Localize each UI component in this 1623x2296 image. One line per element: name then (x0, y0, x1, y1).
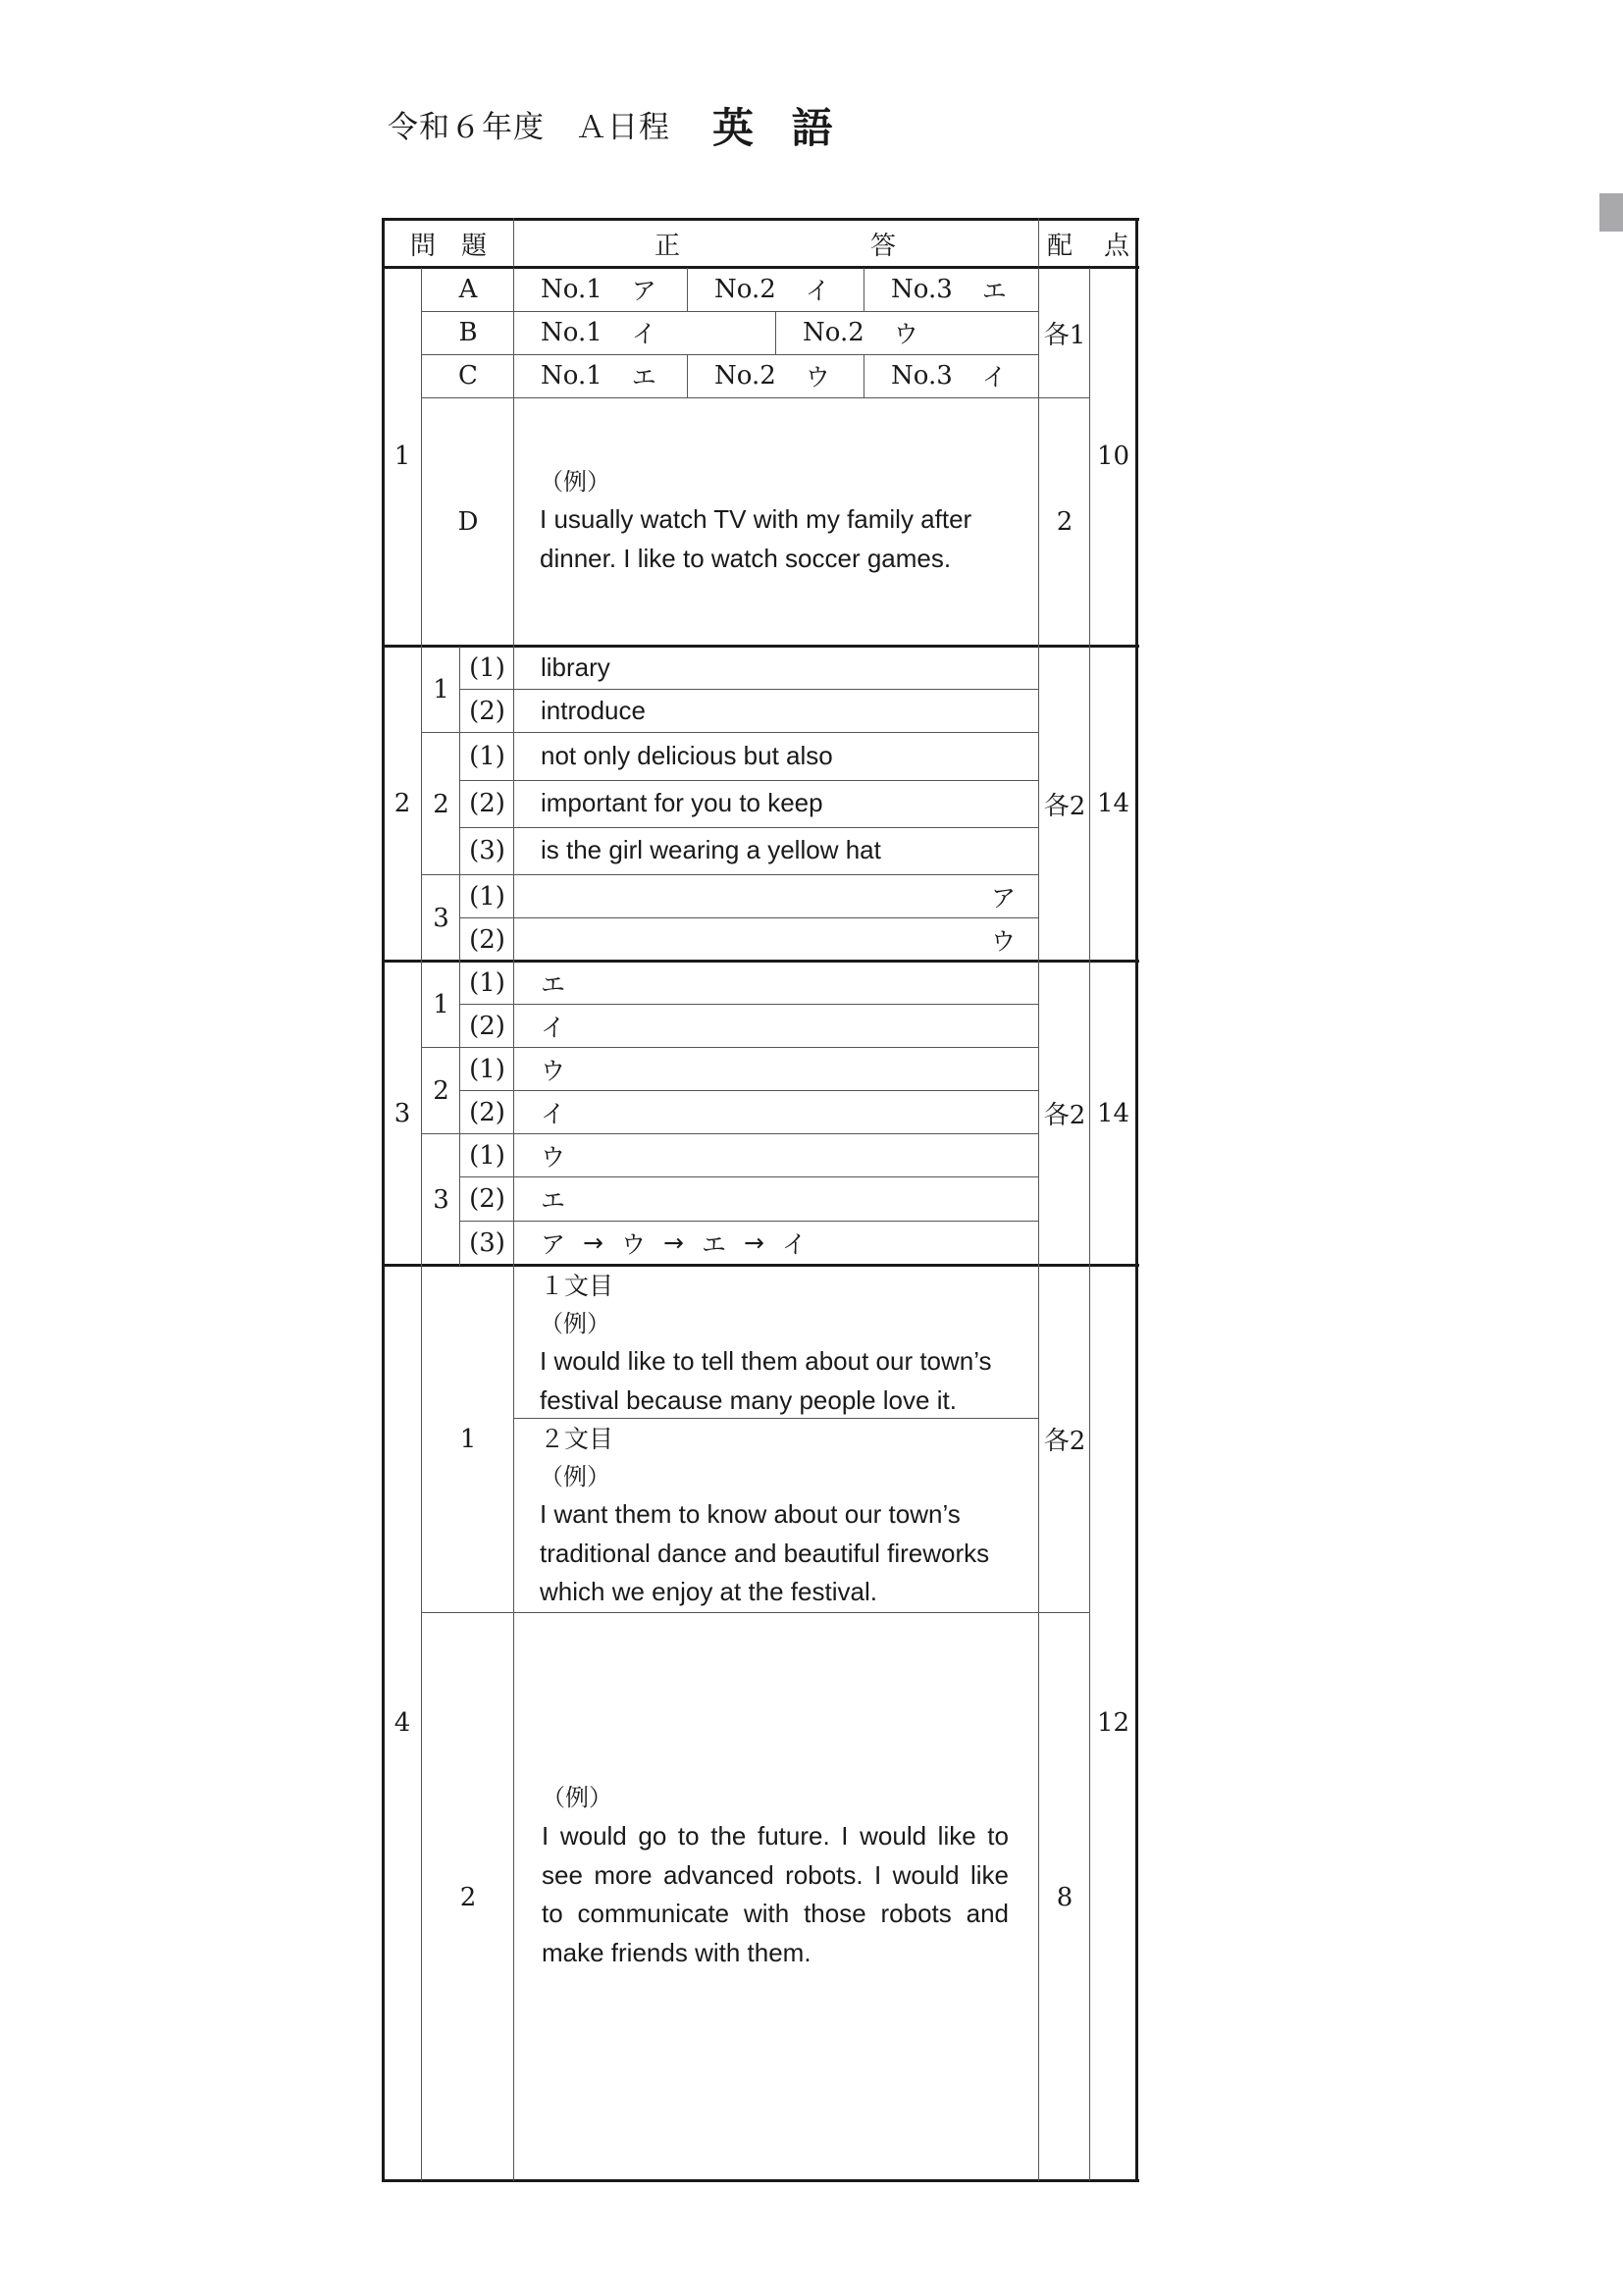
header-question: 問 題 (409, 231, 487, 261)
answer-B-2 (803, 311, 918, 354)
sub-label: (2) (469, 1098, 505, 1127)
answer-text: not only delicious but also (541, 741, 833, 771)
item-number: No.3 (891, 275, 953, 304)
q4-1-each-score: 各2 (1043, 1427, 1086, 1456)
q4-1-sentence-1 (540, 1268, 1021, 1420)
answer-choice: ウ (805, 363, 830, 391)
answer-choice: イ (781, 1229, 807, 1259)
section-2-total: 14 (1096, 789, 1130, 818)
header-score-right: 点 (1103, 231, 1129, 261)
answer-C-3 (891, 354, 1007, 397)
grid-line (513, 268, 514, 2181)
answer-choice: エ (631, 363, 656, 391)
section-3-total: 14 (1096, 1098, 1130, 1128)
section-3-number: 3 (393, 1098, 411, 1128)
section-1-number: 1 (393, 442, 411, 471)
arrow-right-icon: → (743, 1228, 764, 1257)
row-label-D: D (457, 507, 479, 537)
answer-choice: イ (541, 1100, 566, 1128)
answer-A-1 (541, 268, 656, 311)
example-label: （例） (540, 468, 610, 496)
D-score: 2 (1056, 507, 1073, 537)
answer-line: which we enjoy at the festival. (540, 1577, 877, 1606)
section-2-each-score: 各2 (1043, 791, 1086, 821)
sub-label: (3) (469, 1227, 505, 1258)
header-answer-right: 答 (869, 231, 896, 261)
group-label: 3 (433, 1184, 449, 1215)
answer-choice: エ (541, 1186, 566, 1215)
group-label: 2 (433, 789, 449, 819)
answer-choice: ア (991, 884, 1017, 913)
answer-line: I usually watch TV with my family after (540, 504, 972, 534)
grid-line (421, 268, 422, 2181)
grid-line (459, 647, 460, 1266)
item-number: No.1 (541, 318, 602, 347)
answer-C-2 (714, 354, 830, 397)
sub-label: (2) (469, 697, 505, 726)
arrow-right-icon: → (583, 1228, 603, 1257)
grid-line (513, 218, 514, 267)
q4-1-label: 1 (459, 1424, 477, 1454)
answer-choice: ウ (541, 1143, 566, 1172)
grid-line (775, 311, 776, 354)
exam-title: 令和６年度 Ａ日程 (388, 110, 670, 145)
grid-line (421, 1612, 1089, 1613)
answer-choice: ウ (620, 1229, 646, 1259)
row-label-C: C (458, 361, 478, 391)
answer-line: I want them to know about our town’s (540, 1499, 961, 1529)
grid-line (421, 1133, 1038, 1134)
answer-line: festival because many people love it. (540, 1384, 957, 1415)
section-1-total: 10 (1096, 442, 1130, 471)
answer-text: important for you to keep (541, 788, 823, 818)
answer-choice: ウ (991, 926, 1017, 956)
grid-line (1038, 268, 1039, 2181)
grid-line (421, 397, 1089, 398)
grid-line (1089, 268, 1090, 2181)
sub-label: (2) (469, 924, 505, 955)
answer-choice: エ (981, 277, 1007, 305)
side-index-tab (1599, 193, 1623, 232)
answer-A-3 (891, 268, 1007, 311)
sub-label: (1) (469, 1055, 505, 1084)
grid-line (421, 874, 1038, 875)
group-label: 1 (433, 990, 449, 1019)
item-number: No.1 (541, 361, 602, 391)
sub-label: (1) (469, 968, 505, 998)
answer-line: traditional dance and beautiful fireworks (540, 1538, 990, 1568)
item-number: No.2 (714, 361, 776, 391)
sub-label: (3) (469, 836, 505, 865)
example-label: （例） (540, 1310, 610, 1337)
group-label: 2 (433, 1076, 449, 1106)
arrow-right-icon: → (662, 1228, 684, 1257)
q4-2-label: 2 (459, 1882, 477, 1912)
answer-choice: ウ (541, 1057, 566, 1085)
row-label-A: A (458, 275, 478, 304)
header-answer-left: 正 (654, 231, 680, 261)
answer-sequence (541, 1222, 824, 1264)
sub-label: (1) (469, 742, 505, 771)
item-number: No.2 (714, 275, 776, 304)
sentence-heading: １文目 (540, 1272, 614, 1300)
sub-label: (2) (469, 789, 505, 818)
q4-1-sentence-2 (540, 1421, 1021, 1612)
table-border-right (1135, 218, 1138, 2182)
row-label-B: B (458, 318, 478, 347)
answer-choice: イ (541, 1014, 566, 1042)
item-number: No.1 (541, 275, 602, 304)
answer-text: library (541, 652, 610, 683)
q4-2-answer (542, 1778, 1009, 1972)
header-score-left: 配 (1046, 231, 1073, 261)
sub-label: (1) (469, 653, 505, 683)
answer-text: introduce (541, 696, 646, 726)
grid-line (1038, 218, 1039, 267)
answer-line: I would like to tell them about our town’s (540, 1346, 992, 1376)
answer-paragraph: I would go to the future. I would like to see more advanced robots. I would like to communicate with those robots and make friends with them. (542, 1821, 1009, 1967)
sub-label: (1) (469, 882, 505, 912)
answer-A-2 (714, 268, 830, 311)
item-number: No.3 (891, 361, 953, 391)
section-3-each-score: 各2 (1043, 1101, 1086, 1130)
answer-choice: イ (805, 277, 830, 305)
grid-line (459, 917, 1038, 918)
grid-line (421, 311, 1038, 312)
answer-choice: エ (701, 1229, 726, 1259)
section-4-total: 12 (1096, 1708, 1130, 1738)
answer-choice: エ (541, 970, 566, 999)
sentence-heading: ２文目 (540, 1425, 614, 1453)
answer-C-1 (541, 354, 656, 397)
answer-choice: イ (631, 320, 656, 348)
example-label: （例） (542, 1784, 612, 1811)
group-label: 3 (433, 903, 449, 933)
section-1-each-score: 各1 (1043, 320, 1086, 350)
answer-choice: ア (631, 277, 656, 305)
grid-line (421, 1047, 1038, 1048)
item-number: No.2 (803, 318, 864, 347)
answer-B-1 (541, 311, 656, 354)
answer-line: dinner. I like to watch soccer games. (540, 543, 952, 573)
section-2-number: 2 (393, 789, 411, 818)
answer-text: is the girl wearing a yellow hat (541, 835, 881, 865)
section-4-number: 4 (393, 1708, 411, 1738)
group-label: 1 (433, 675, 449, 704)
example-label: （例） (540, 1463, 610, 1490)
answer-choice: イ (981, 363, 1007, 391)
grid-line (687, 268, 688, 311)
answer-choice: ア (541, 1229, 566, 1259)
sub-label: (2) (469, 1184, 505, 1214)
sub-label: (1) (469, 1141, 505, 1171)
subject-title: 英 語 (712, 104, 845, 152)
answer-choice: ウ (893, 320, 918, 348)
grid-line (687, 354, 688, 397)
q4-2-score: 8 (1056, 1882, 1073, 1912)
sub-label: (2) (469, 1012, 505, 1041)
answer-D (540, 463, 1021, 578)
